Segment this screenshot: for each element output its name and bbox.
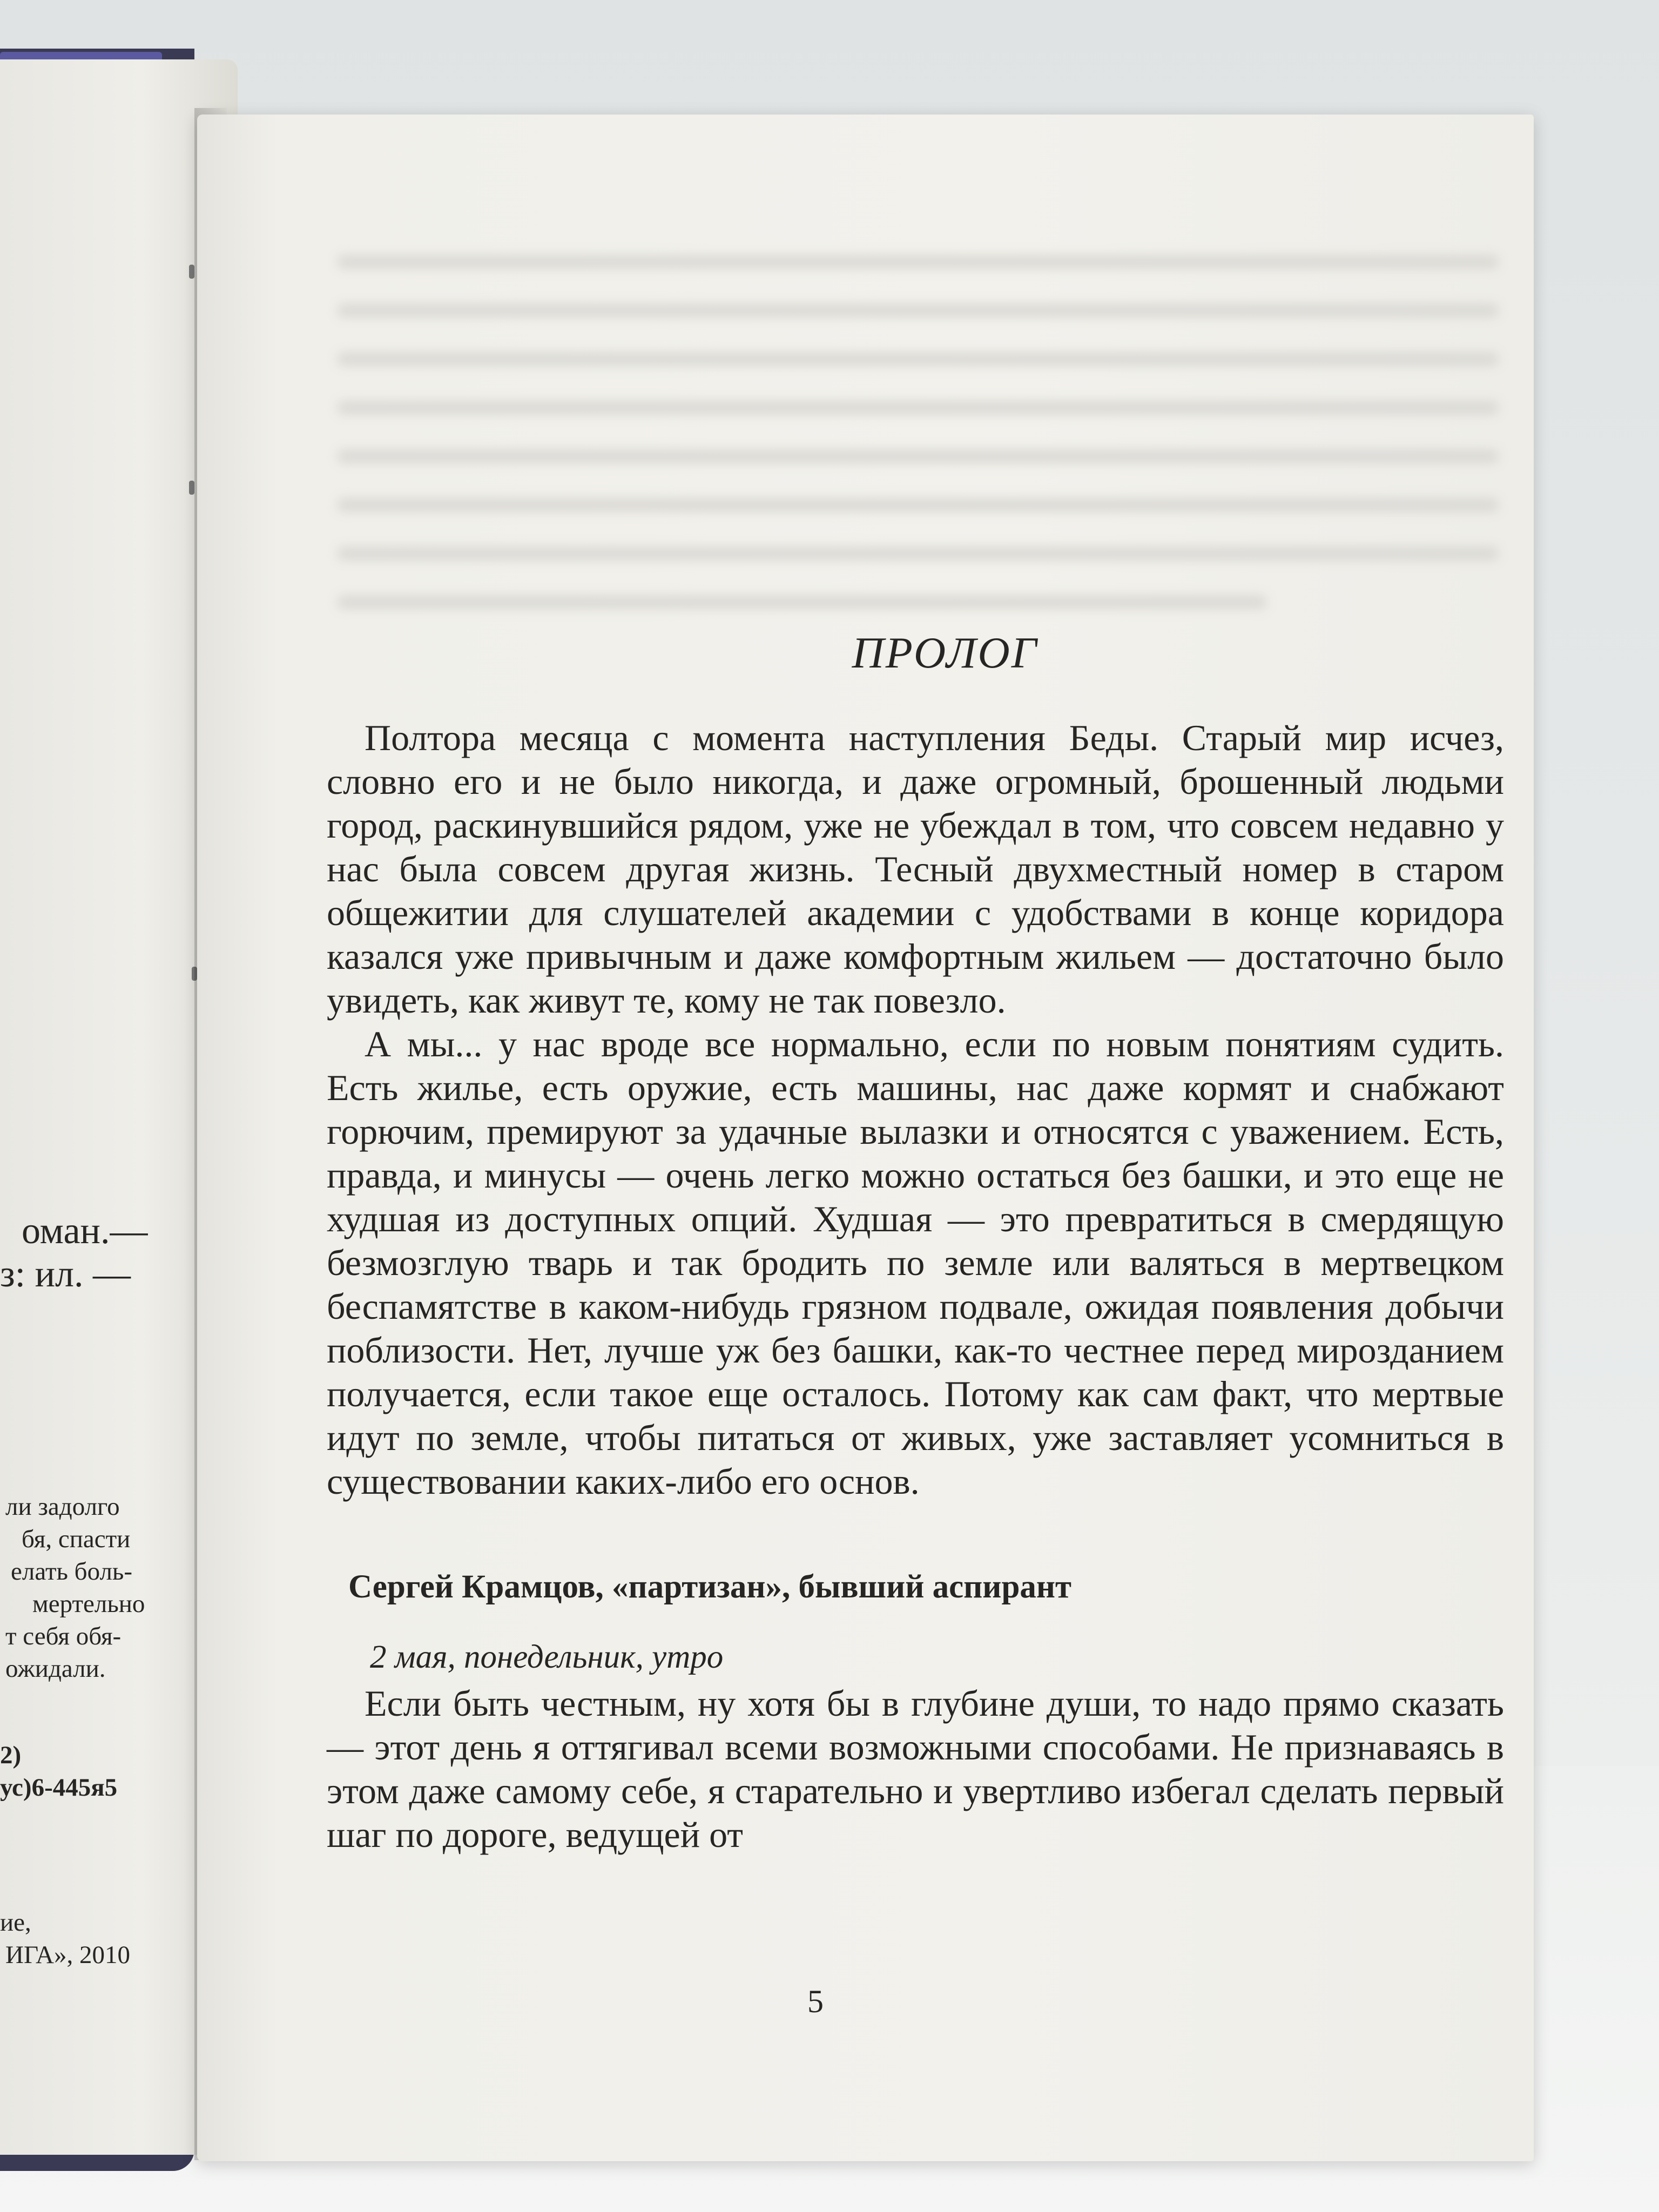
left-fragment: елать боль-	[11, 1557, 133, 1586]
left-fragment: бя, спасти	[22, 1525, 131, 1553]
body-paragraph: Полтора месяца с момента наступления Беды. Старый мир исчез, словно его и не было никогда, и даже огромный, брошенный людьми город, раскинувшийся рядом, уже не убеждал в том, что совсем недавно у нас была совсем другая жизнь. Тесный двухместный номер в старом общежитии для слушателей академии с удобствами в конце коридора казался уже привычным и даже комфортным жильем — достаточно было увидеть, как живут те, кому не так повезло.	[327, 717, 1504, 1021]
left-fragment: 2)	[0, 1741, 22, 1769]
body-paragraph: А мы... у нас вроде все нормально, если по новым понятиям судить. Есть жилье, есть оружие, есть машины, нас даже кормят и снабжают горючим, премируют за удачные вылазки и относятся с уважением. Есть, правда, и минусы — очень легко можно остаться без башки, и это еще не худшая из доступных опций. Худшая — это превратиться в смердящую безмозглую тварь и так бродить по земле или валяться в мертвецком беспамятстве в каком-нибудь грязном подвале, ожидая появления добычи поблизости. Нет, лучше уж без башки, как-то честнее перед мирозданием получается, если такое еще осталось. Потому как сам факт, что мертвые идут по земле, чтобы питаться от живых, уже заставляет усомниться в существовании каких-либо его основ.	[327, 1023, 1504, 1502]
left-fragment: оман.—	[22, 1210, 148, 1252]
show-through-line	[338, 352, 1499, 366]
page-number: 5	[807, 1984, 824, 2019]
chapter-title: ПРОЛОГ	[852, 628, 1038, 677]
show-through-line	[338, 401, 1499, 415]
show-through-line	[338, 304, 1499, 318]
show-through-line	[338, 449, 1499, 463]
left-fragment: ли задолго	[5, 1493, 120, 1521]
show-through-line	[338, 255, 1499, 269]
left-fragment: ожидали.	[5, 1655, 106, 1683]
body-paragraph: Если быть честным, ну хотя бы в глубине души, то надо прямо сказать — этот день я оттягивал всеми возможными способами. Не признаваясь в этом даже самому себе, я старательно и увертливо избегал сделать первый шаг по дороге, ведущей от	[327, 1683, 1504, 1855]
show-through-text	[338, 255, 1499, 644]
show-through-line	[338, 547, 1499, 561]
left-fragment: мертельно	[32, 1590, 145, 1618]
right-page	[197, 114, 1534, 2161]
section-date: 2 мая, понедельник, утро	[370, 1639, 724, 1675]
left-fragment: з: ил. —	[0, 1253, 131, 1295]
binding-stitch	[189, 265, 194, 279]
section-heading: Сергей Крамцов, «партизан», бывший аспирант	[348, 1569, 1071, 1605]
left-fragment: т себя обя-	[5, 1622, 122, 1650]
left-fragment: ие,	[0, 1908, 31, 1937]
left-fragment: ус)6-445я5	[0, 1773, 118, 1802]
page-content	[327, 628, 1504, 1857]
show-through-line	[338, 595, 1266, 609]
binding-stitch	[189, 481, 194, 495]
show-through-line	[338, 498, 1499, 512]
left-fragment: ИГА», 2010	[5, 1941, 130, 1969]
